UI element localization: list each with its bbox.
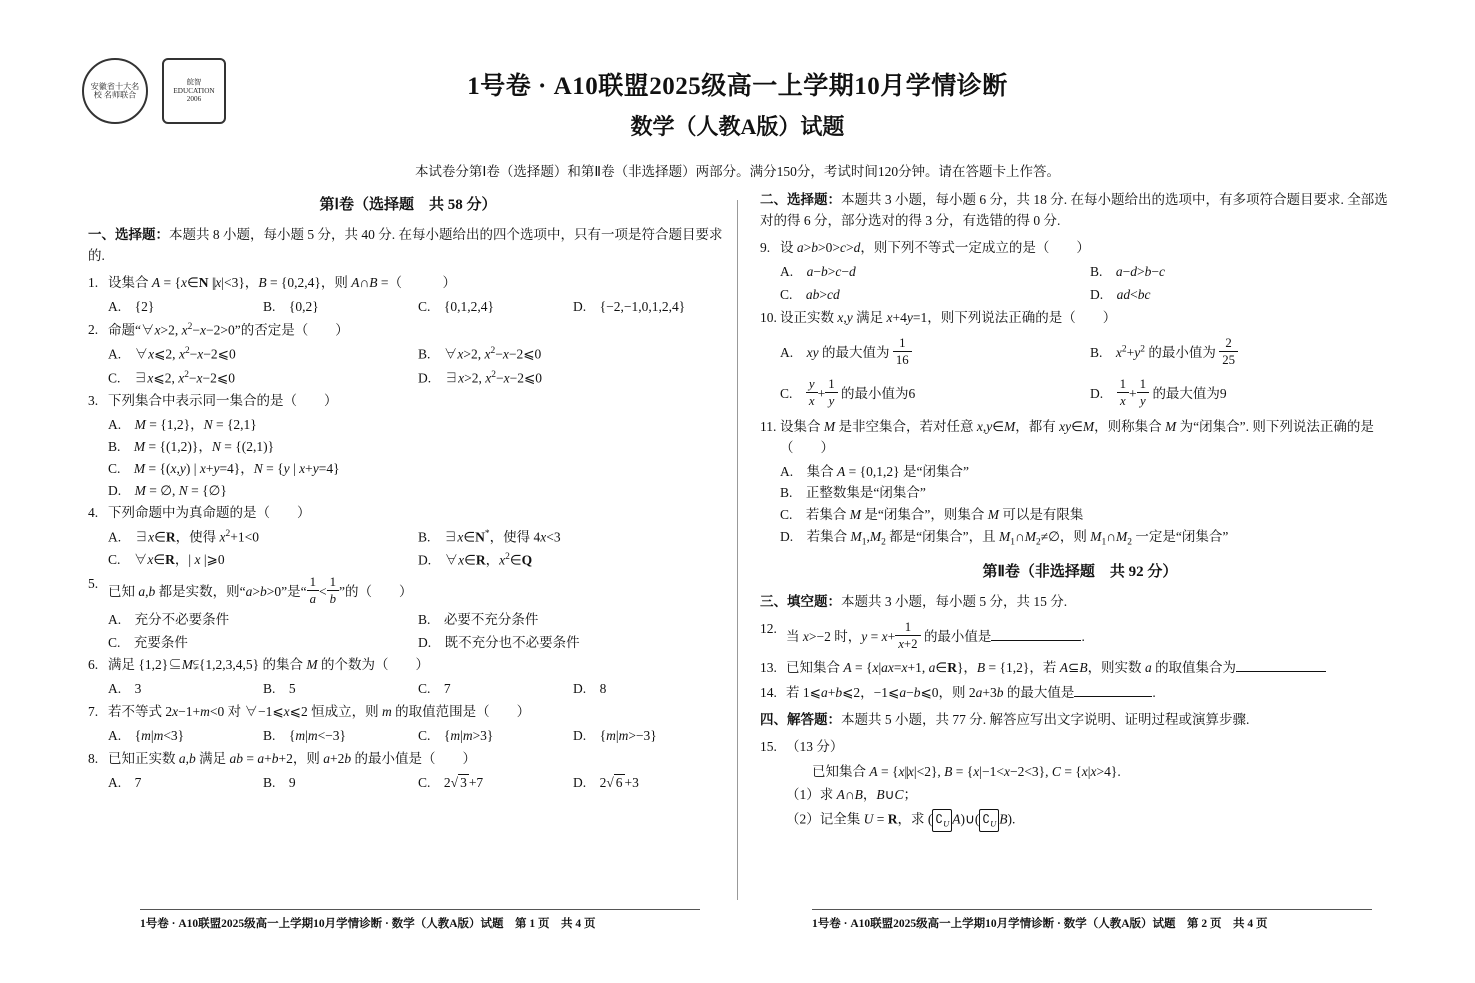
footer-right-text: 1号卷 · A10联盟2025级高一上学期10月学情诊断 · 数学（人教A版）试题 第 2 页 共 4 页 (812, 918, 1268, 930)
column-divider (737, 200, 738, 900)
option-b[interactable]: B. {m|m<−3} (263, 728, 347, 744)
question-11-option-a[interactable]: A. 集合 A = {0,1,2} 是“闭集合” (780, 463, 969, 479)
option-d[interactable]: D. ad<bc (1090, 286, 1151, 302)
footer-right (812, 909, 1372, 931)
question-11-option-b[interactable]: B. 正整数集是“闭集合” (780, 485, 926, 501)
question-5-stem: 已知 a,b 都是实数，则“a>b>0”是“ $\frac{1}{a}$ < $\frac{1}{b}$ ”的（ ） (108, 574, 413, 606)
question-13-number: 13. (760, 659, 777, 675)
option-d[interactable]: D. {m|m>−3} (573, 728, 657, 744)
question-11-option-c[interactable]: C. 若集合 M 是“闭集合”，则集合 M 可以是有限集 (780, 507, 1084, 523)
part-1-lead (88, 225, 728, 267)
option-c[interactable]: C. ab>cd (780, 286, 840, 302)
question-15 (760, 737, 1400, 758)
option-a[interactable]: A. xy 的最大值为 $\frac{1}{16}$ (780, 335, 1090, 368)
question-5-options-row2 (88, 633, 728, 654)
question-4-options-row2 (88, 550, 728, 571)
option-c[interactable]: C. {m|m>3} (418, 728, 494, 744)
question-2-options-row1 (88, 344, 728, 365)
option-c[interactable]: C. {0,1,2,4} (418, 299, 494, 315)
section-2-heading: 第Ⅱ卷（非选择题 共 92 分） (982, 563, 1178, 580)
question-15-points: （13 分） (786, 738, 844, 754)
question-14-stem: 若 1⩽a+b⩽2，−1⩽a−b⩽0，则 2a+3b 的最大值是 . (786, 684, 1156, 700)
part-4-lead-bold: 四、解答题： (760, 711, 841, 727)
question-8-stem: 已知正实数 a,b 满足 ab = a+b+2，则 a+2b 的最小值是（ ） (108, 751, 476, 767)
question-7-options (88, 726, 728, 747)
question-15-sub-1: （1）求 A∩B，B∪C； (786, 787, 918, 803)
question-4-number: 4. (88, 504, 99, 520)
question-10 (760, 308, 1400, 329)
question-10-options-row2 (760, 376, 1400, 409)
question-1-stem: 设集合 A = {x∈N ||x|<3}，B = {0,2,4}，则 A∩B =（ ） (108, 275, 457, 291)
question-6-options (88, 679, 728, 700)
question-12-number: 12. (760, 620, 777, 636)
question-8-options (88, 773, 728, 794)
question-11-number: 11. (760, 418, 777, 434)
option-d[interactable]: D. 2√ 6 +3 (573, 775, 639, 791)
question-2-stem: 命题“∀x>2, $x^2-x-2>0$”的否定是（ ） (108, 321, 349, 338)
option-c[interactable]: C. ∀x∈R，| x |⩾0 (108, 552, 225, 568)
question-3-option-b[interactable]: B. M = {(1,2)}，N = {(2,1)} (108, 439, 275, 455)
option-d[interactable]: D. ∀x∈R，$x^2\in Q$ (418, 552, 533, 568)
answer-blank-14[interactable] (1074, 696, 1152, 697)
question-3-number: 3. (88, 393, 99, 409)
option-b[interactable]: B. 9 (263, 775, 296, 791)
option-a[interactable]: A. 3 (108, 681, 142, 697)
option-c[interactable]: C. 7 (418, 681, 451, 697)
question-6-number: 6. (88, 657, 99, 673)
option-b[interactable]: B. ∃x∈N*，使得 4x<3 (418, 528, 561, 545)
question-11-stem: 设集合 M 是非空集合，若对任意 x,y∈M，都有 xy∈M，则称集合 M 为“闭集合”. 则下列说法正确的是（ ） (780, 418, 1374, 455)
question-14 (760, 683, 1400, 704)
option-a[interactable]: A. 7 (108, 775, 142, 791)
option-d[interactable]: D. 8 (573, 681, 607, 697)
question-1-number: 1. (88, 275, 99, 291)
option-c[interactable]: C. ∃x⩽2, $x^2-x-2⩽0$ (108, 369, 235, 386)
question-9-options-row1 (760, 262, 1400, 283)
option-d[interactable]: D. {−2,−1,0,1,2,4} (573, 299, 686, 315)
section-1-heading: 第Ⅰ卷（选择题 共 58 分） (319, 197, 497, 213)
option-b[interactable]: B. {0,2} (263, 299, 319, 315)
question-10-number: 10. (760, 309, 777, 325)
part-2-lead (760, 190, 1400, 232)
question-13 (760, 658, 1400, 679)
right-column (760, 190, 1400, 832)
option-b[interactable]: B. 必要不充分条件 (418, 611, 539, 627)
question-7-stem: 若不等式 2x−1+m<0 对 ∀−1⩽x⩽2 恒成立，则 m 的取值范围是（ ） (108, 704, 531, 720)
option-b[interactable]: B. a−d>b−c (1090, 263, 1166, 279)
answer-blank-12[interactable] (991, 640, 1081, 641)
option-a[interactable]: A. a−b>c−d (780, 263, 856, 279)
wanzhi-logo-text: 皖智 EDUCATION 2006 (173, 78, 215, 103)
question-5 (88, 574, 728, 607)
question-13-stem: 已知集合 A = {x|ax=x+1, a∈R}，B = {1,2}，若 A⊆B，则实数 a 的取值集合为 (786, 658, 1400, 679)
question-2-options-row2 (88, 368, 728, 389)
part-3-lead-bold: 三、填空题： (760, 593, 841, 609)
question-10-options-row1 (760, 335, 1400, 368)
option-d[interactable]: D. $\frac{1}{x}$ + $\frac{1}{y}$ 的最大值为9 (1090, 376, 1227, 408)
question-8 (88, 749, 728, 770)
part-1-lead-bold: 一、选择题： (88, 227, 169, 243)
option-a[interactable]: A. {2} (108, 299, 155, 315)
part-4-lead (760, 710, 1400, 731)
option-b[interactable]: B. $x^2+y^2$ 的最小值为 $\frac{2}{25}$ (1090, 335, 1400, 368)
question-9-number: 9. (760, 239, 771, 255)
option-a[interactable]: A. 充分不必要条件 (108, 611, 230, 627)
question-9-stem: 设 a>b>0>c>d，则下列不等式一定成立的是（ ） (780, 239, 1090, 255)
question-2 (88, 320, 728, 341)
option-a[interactable]: A. ∃x∈R，使得 $x^2+1<0$ (108, 528, 259, 545)
page-title: 1号卷 · A10联盟2025级高一上学期10月学情诊断 (467, 73, 1008, 100)
exam-instruction: 本试卷分第Ⅰ卷（选择题）和第Ⅱ卷（非选择题）两部分。满分150分，考试时间120分钟。请在答题卡上作答。 (414, 164, 1061, 179)
question-1 (88, 273, 728, 294)
question-12-stem: 当 x>−2 时，y = x+ $\frac{1}{x+2}$ 的最小值是 . (786, 619, 1085, 651)
question-14-number: 14. (760, 684, 777, 700)
question-3-stem: 下列集合中表示同一集合的是（ ） (108, 393, 338, 409)
question-7 (88, 702, 728, 723)
option-c[interactable]: C. 2√ 3 +7 (418, 775, 484, 791)
question-8-number: 8. (88, 751, 99, 767)
option-d[interactable]: D. ∃x>2, $x^2-x-2⩽0$ (418, 369, 543, 386)
question-5-options-row1 (88, 610, 728, 631)
part-2-lead-bold: 二、选择题： (760, 192, 841, 207)
question-4-options-row1 (88, 527, 728, 548)
question-2-number: 2. (88, 321, 99, 337)
question-1-options (88, 297, 728, 318)
question-9-options-row2 (760, 285, 1400, 306)
question-11-option-d[interactable]: D. 若集合 $M_1,M_2$ 都是“闭集合”，且 $M_1\cap M_2\ne\emptyset$，则 $M_1\cap M_2$ 一定是“闭集合” (780, 529, 1229, 548)
question-7-number: 7. (88, 704, 99, 720)
question-4-stem: 下列命题中为真命题的是（ ） (108, 504, 311, 520)
question-4 (88, 503, 728, 524)
question-3-option-a[interactable]: A. M = {1,2}，N = {2,1} (108, 417, 257, 433)
part-2-lead-text: 本题共 3 小题，每小题 6 分，共 18 分. 在每小题给出的选项中，有多项符合题目要求. 全部选对的得 6 分，部分选对的得 3 分，有选错的得 0 分. (760, 192, 1388, 228)
part-3-lead (760, 592, 1400, 613)
footer-left-text: 1号卷 · A10联盟2025级高一上学期10月学情诊断 · 数学（人教A版）试题 第 1 页 共 4 页 (140, 918, 596, 930)
question-15-sub-2: （2）记全集 U = R，求 ( $∁_U$ A)∪( $∁_U$ B). (760, 809, 1400, 832)
option-b[interactable]: B. 5 (263, 681, 296, 697)
left-column (88, 190, 728, 796)
option-b[interactable]: B. ∀x>2, $x^2-x-2⩽0$ (418, 346, 542, 362)
question-15-number: 15. (760, 738, 777, 754)
question-9 (760, 238, 1400, 259)
question-12 (760, 619, 1400, 652)
question-5-number: 5. (88, 575, 99, 591)
question-3 (88, 391, 728, 412)
option-d[interactable]: D. 既不充分也不必要条件 (418, 634, 580, 650)
answer-blank-13[interactable] (1236, 671, 1326, 672)
question-15-stem: 已知集合 A = {x||x|<2}, B = {x|−1<x−2<3}, C = {x|x>4}. (812, 763, 1121, 779)
question-3-option-c[interactable]: C. M = {(x,y) | x+y=4}，N = {y | x+y=4} (108, 460, 340, 476)
option-c[interactable]: C. $\frac{y}{x}$ + $\frac{1}{y}$ 的最小值为6 (780, 376, 916, 408)
option-a[interactable]: A. {m|m<3} (108, 728, 185, 744)
question-6-stem: 满足 {1,2}⊆M⫋{1,2,3,4,5} 的集合 M 的个数为（ ） (108, 657, 429, 673)
part-1-lead-text: 本题共 8 小题，每小题 5 分，共 40 分. 在每小题给出的四个选项中，只有一项是符合题目要求的. (88, 227, 723, 264)
question-11 (760, 417, 1400, 459)
question-3-option-d[interactable]: D. M = ∅, N = {∅} (108, 482, 227, 498)
footer-left (140, 909, 700, 931)
part-4-lead-text: 本题共 5 小题，共 77 分. 解答应写出文字说明、证明过程或演算步骤. (841, 711, 1250, 727)
part-3-lead-text: 本题共 3 小题，每小题 5 分，共 15 分. (841, 593, 1068, 609)
school-seal-text: 安徽省十大名校 名师联合 (90, 81, 140, 100)
page-subtitle: 数学（人教A版）试题 (630, 114, 845, 139)
option-a[interactable]: A. ∀x⩽2, $x^2-x-2⩽0$ (108, 346, 236, 362)
option-c[interactable]: C. 充要条件 (108, 634, 188, 650)
question-10-stem: 设正实数 x,y 满足 x+4y=1，则下列说法正确的是（ ） (780, 309, 1117, 325)
question-6 (88, 655, 728, 676)
